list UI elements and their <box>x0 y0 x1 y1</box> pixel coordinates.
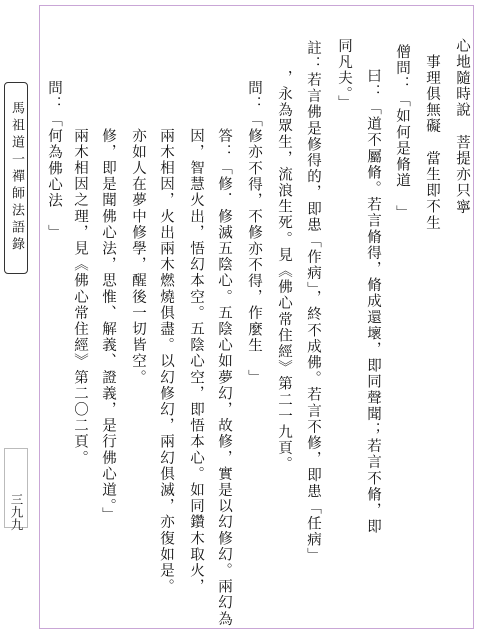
text-line: 同凡夫。」 <box>336 38 352 112</box>
text-line: 亦如人在夢中修學，醒後一切皆空。 <box>130 128 146 386</box>
text-line: 曰：「道不屬脩。若言脩得，脩成還壞，即同聲聞；若言不脩，即 <box>365 68 381 535</box>
text-line: 問：「何為佛心法 」 <box>46 80 62 241</box>
side-tab-title: 馬祖道一禪師法語錄 <box>9 101 24 254</box>
text-line: 答：「修．修滅五陰心。五陰心如夢幻，故修，實是以幻修幻。兩幻為 <box>216 128 232 628</box>
side-tab <box>4 82 28 274</box>
text-line: 問：「修亦不得，不修亦不得，作麼生 」 <box>246 80 262 386</box>
text-line: 事理俱無礙 當生即不生 <box>424 54 440 232</box>
text-line: 註：若言佛是修得的，即患「作病」，終不成佛。若言不修，即患「任病」 <box>305 40 321 565</box>
page-number-box <box>4 448 28 531</box>
text-line: 僧問：「如何是脩道 」 <box>394 44 410 222</box>
page-number: 三九九 <box>9 493 24 531</box>
text-line: 修，即是聞佛心法，思惟、解義、證義，是行佛心道。」 <box>100 128 116 524</box>
text-line: 兩木相因，火出兩木燃燒俱盡。以幻修幻，兩幻俱滅，亦復如是。 <box>158 128 174 595</box>
text-line: ，永為眾生，流浪生死。見《佛心常住經》第二一九頁。 <box>276 70 292 473</box>
text-line: 因，智慧火出，悟幻本空。五陰心空，即悟本心。如同鑽木取火， <box>188 128 204 595</box>
text-line: 兩木相因之理，見《佛心常住經》第二〇二頁。 <box>72 128 88 467</box>
text-line: 心地隨時說 菩提亦只寧 <box>454 38 470 216</box>
